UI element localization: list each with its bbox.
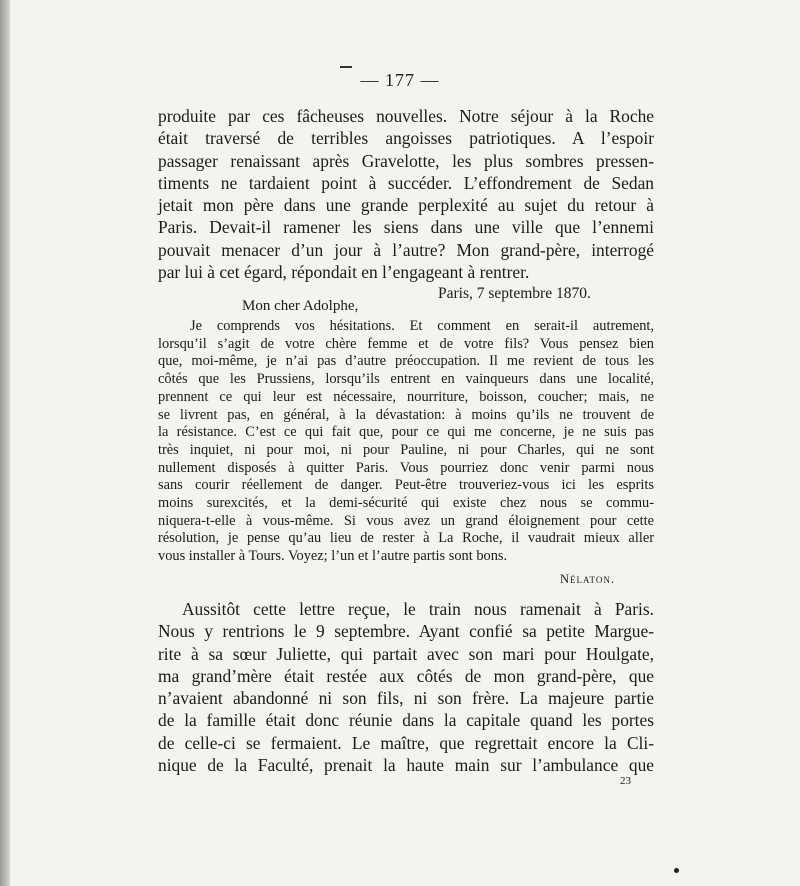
text-line: ma grand’mère était restée aux côtés de mon grand-père, que (158, 665, 654, 686)
letter-line: Je comprends vos hésitations. Et comment en serait-il autrement, (190, 318, 654, 334)
letter-line: niquera-t-elle à vous-même. Si vous avez un grand éloignement pour cette (158, 512, 654, 529)
page-number: — 177 — (360, 70, 440, 90)
letter-line: prennent ce qui leur est nécessaire, nourriture, boisson, coucher; mais, ne (158, 388, 654, 405)
letter-line: côtés que les Prussiens, lorsqu’ils entrent en vainqueurs dans une localité, (158, 371, 654, 388)
text-line: jetait mon père dans une grande perplexité au sujet du retour à (158, 195, 654, 216)
letter-line: que, moi-même, je n’ai pas d’autre préoccupation. Il me revient de tous les (158, 353, 654, 370)
letter-line: moins surexcités, et la demi-sécurité qui existe chez nous se commu- (158, 495, 654, 512)
letter-line: nullement disposés à quitter Paris. Vous pourriez donc venir parmi nous (158, 459, 654, 476)
letter-line: se livrent pas, en général, à la dévastation: à moins qu’ils ne trouvent de (158, 406, 654, 423)
letter-line: sans courir réellement de danger. Peut-être trouveriez-vous ici les esprits (158, 477, 654, 494)
text-line: Aussitôt cette lettre reçue, le train nous ramenait à Paris. (182, 599, 654, 619)
text-line: n’avaient abandonné ni son fils, ni son frère. La majeure partie (158, 688, 654, 709)
ink-mark (340, 66, 352, 68)
text-line: par lui à cet égard, répondait en l’engageant à rentrer. (158, 262, 530, 283)
text-line: nique de la Faculté, prenait la haute main sur l’ambulance que (158, 755, 654, 776)
page-binding-edge (0, 0, 10, 886)
letter-line: vous installer à Tours. Voyez; l’un et l’autre partis sont bons. (158, 548, 508, 565)
text-line: pouvait menacer d’un jour à l’autre? Mon grand-père, interrogé (158, 239, 654, 260)
paragraph-1 (158, 105, 654, 283)
text-line: Paris. Devait-il ramener les siens dans une ville que l’ennemi (158, 217, 654, 238)
letter-body (158, 318, 654, 566)
text-line: de la famille était donc réunie dans la capitale quand les portes (158, 710, 654, 731)
ink-speck (674, 868, 679, 873)
text-line: produite par ces fâcheuses nouvelles. Notre séjour à la Roche (158, 106, 654, 126)
text-line: passager renaissant après Gravelotte, les plus sombres pressen- (158, 150, 654, 171)
letter-line: la résistance. C’est ce qui fait que, pour ce qui me concerne, je ne suis pas (158, 424, 654, 441)
letter-signature: Nélaton. (560, 572, 615, 586)
letter-line: très inquiet, ni pour moi, ni pour Pauline, ni pour Charles, qui ne sont (158, 441, 654, 458)
signature-mark: 23 (620, 775, 631, 787)
text-line: rite à sa sœur Juliette, qui partait avec son mari pour Houlgate, (158, 643, 654, 664)
text-line: était traversé de terribles angoisses patriotiques. A l’espoir (158, 128, 654, 149)
letter-salutation: Mon cher Adolphe, (242, 298, 359, 314)
letter-line: résolution, je pense qu’au lieu de rester à La Roche, il vaudrait mieux aller (158, 530, 654, 547)
text-line: timents ne tardaient point à succéder. L’effondrement de Sedan (158, 172, 654, 193)
letter-line: lorsqu’il s’agit de votre chère femme et de votre fils? Vous pensez bien (158, 335, 654, 352)
text-line: Nous y rentrions le 9 septembre. Ayant confié sa petite Margue- (158, 621, 654, 642)
letter-date: Paris, 7 septembre 1870. (438, 285, 591, 302)
text-line: de celle-ci se fermaient. Le maître, que regrettait encore la Cli- (158, 732, 654, 753)
paragraph-2 (158, 598, 654, 776)
